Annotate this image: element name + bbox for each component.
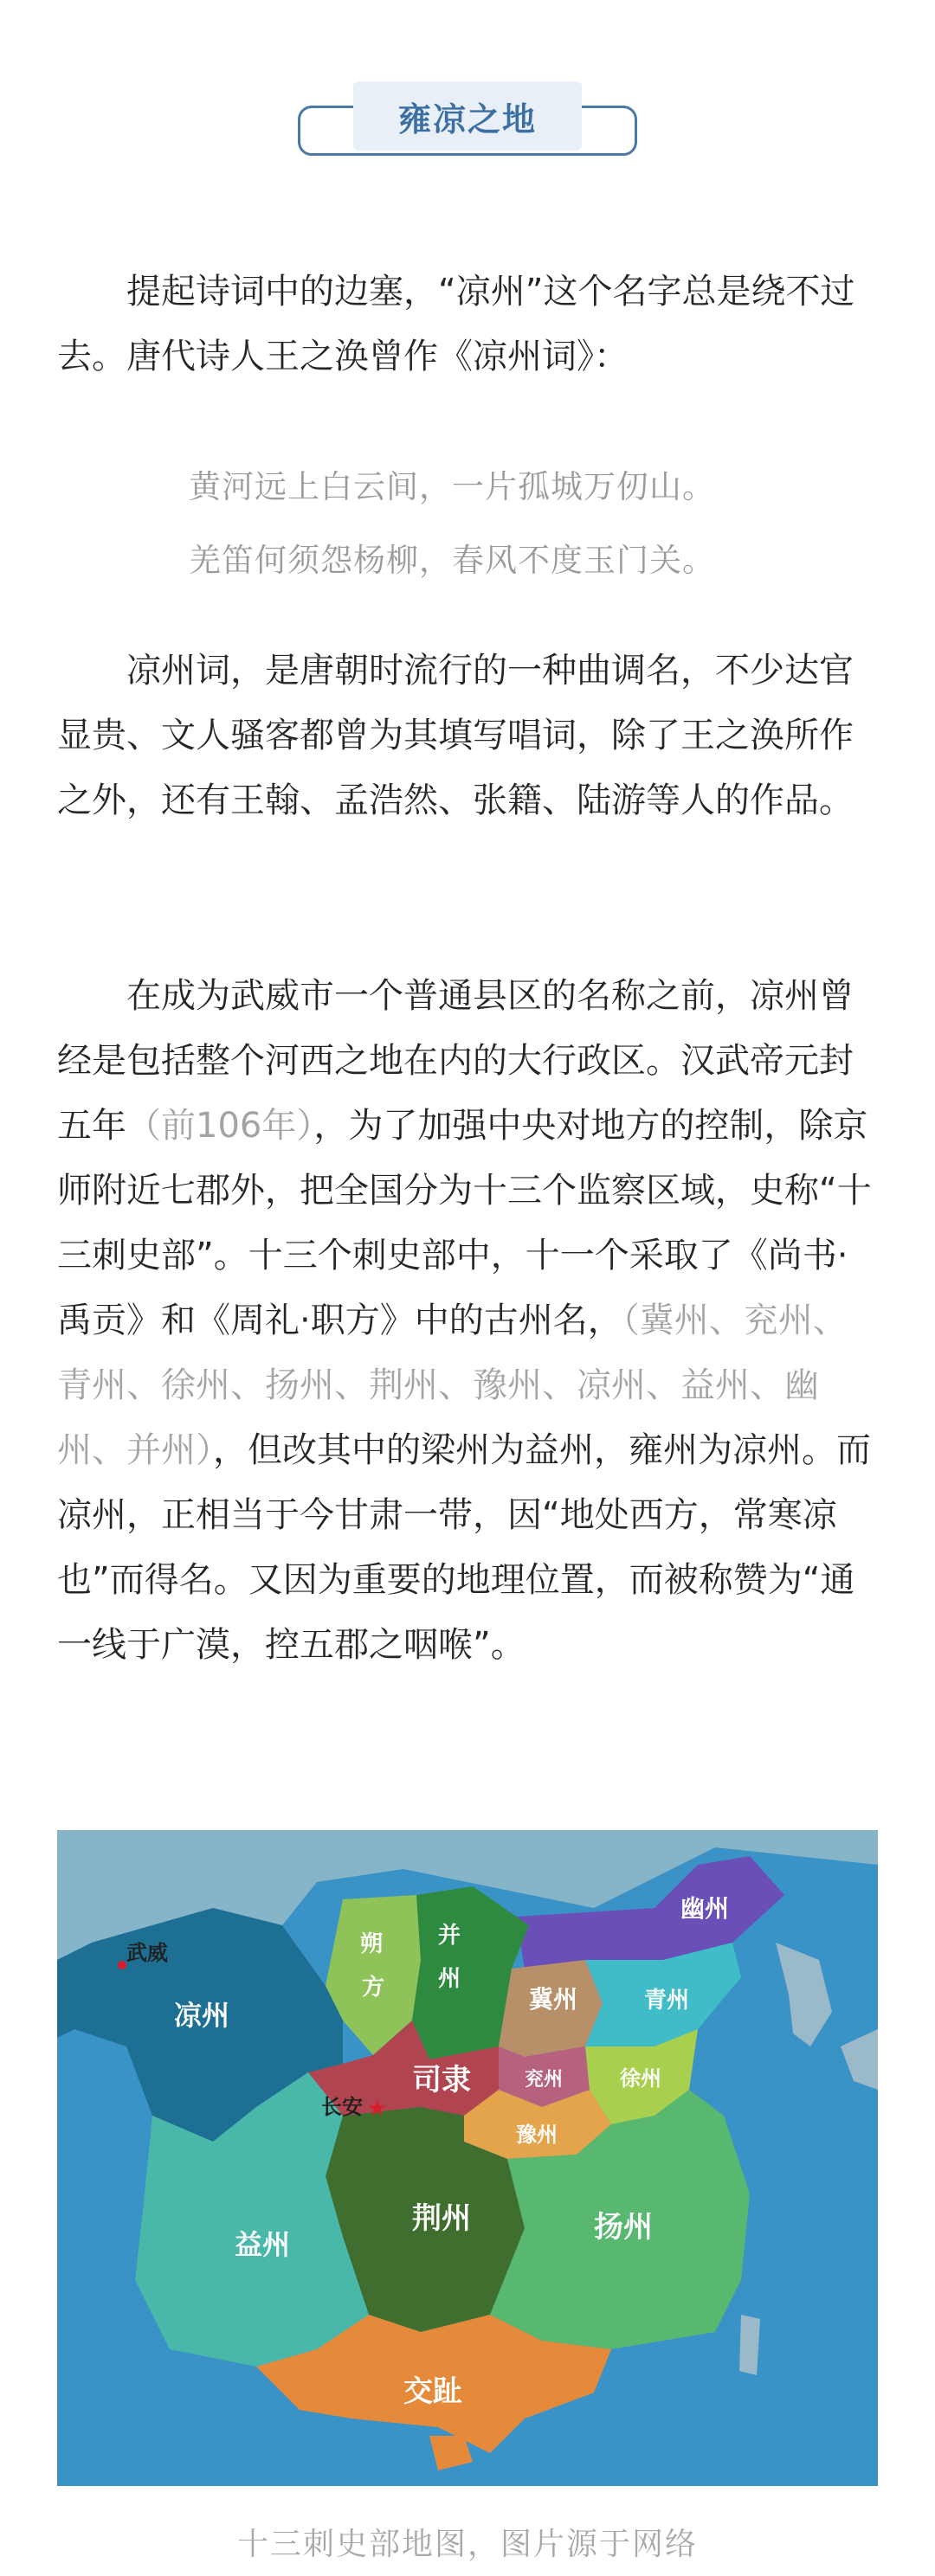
liangzhouci-paragraph: 凉州词，是唐朝时流行的一种曲调名，不少达官显贵、文人骚客都曾为其填写唱词，除了王之涣所作之外，还有王翰、孟浩然、张籍、陆游等人的作品。 xyxy=(57,651,854,820)
label-wuwei: 武威 xyxy=(126,1941,168,1965)
changan-star-icon: ★ xyxy=(367,2096,388,2122)
label-yangzhou: 扬州 xyxy=(594,2210,653,2245)
history-text-3: ，但改其中的梁州为益州，雍州为凉州。而凉州，正相当于今甘肃一带，因“地处西方，常寒凉也”而得名。又因为重要的地理位置，而被称赞为“通一线于广漠，控五郡之咽喉”。 xyxy=(57,1430,871,1665)
label-yanzhou: 兖州 xyxy=(525,2069,564,2091)
label-jiaozhi: 交趾 xyxy=(403,2374,462,2409)
poem-line-2: 羌笛何须怨杨柳，春风不度玉门关。 xyxy=(189,542,715,579)
intro-paragraph: 提起诗词中的边塞，“凉州”这个名字总是绕不过去。唐代诗人王之涣曾作《凉州词》： xyxy=(57,272,855,376)
label-qingzhou: 青州 xyxy=(644,1988,690,2014)
label-yizhou: 益州 xyxy=(235,2228,291,2261)
label-shuofang-1: 朔 xyxy=(360,1931,384,1957)
label-liangzhou: 凉州 xyxy=(174,1999,230,2032)
label-youzhou: 幽州 xyxy=(680,1894,730,1923)
poem-quote xyxy=(189,450,795,597)
section-title-text: 雍凉之地 xyxy=(353,81,582,151)
label-jingzhou: 荆州 xyxy=(412,2201,471,2236)
poem-line-1: 黄河远上白云间，一片孤城万仞山。 xyxy=(189,468,715,505)
label-shuofang-2: 方 xyxy=(362,1975,385,2001)
label-yuzhou: 豫州 xyxy=(516,2123,558,2147)
history-paragraph xyxy=(57,964,876,1678)
label-bingzhou-1: 并 xyxy=(438,1923,461,1949)
label-jizhou: 冀州 xyxy=(529,1985,578,2014)
label-xuzhou: 徐州 xyxy=(620,2066,661,2091)
taiwan-landmass xyxy=(739,2315,760,2375)
section-title xyxy=(298,81,637,161)
year-note: （前106年） xyxy=(126,1106,314,1146)
map-caption: 十三刺史部地图，图片源于网络 xyxy=(236,2527,698,2562)
wuwei-marker xyxy=(118,1961,126,1969)
label-bingzhou-2: 州 xyxy=(438,1966,461,1992)
history-text-2: ，为了加强中央对地方的控制，除京师附近七郡外，把全国分为十三个监察区域，史称“十三刺史部”。十三个刺史部中，十一个采取了《尚书·禹贡》和《周礼·职方》中的古州名， xyxy=(57,1106,872,1340)
label-sili: 司隶 xyxy=(412,2063,471,2097)
history-text-1: 在成为武威市一个普通县区的名称之前，凉州曾经是包括整个河西之地在内的大行政区。汉武帝元封五年 xyxy=(57,976,854,1146)
provinces-note: （冀州、兖州、青州、徐州、扬州、荆州、豫州、凉州、益州、幽州、并州） xyxy=(57,1301,848,1470)
map-svg xyxy=(57,1830,878,2486)
thirteen-provinces-map xyxy=(57,1830,878,2486)
label-changan: 长安 xyxy=(321,2095,363,2119)
